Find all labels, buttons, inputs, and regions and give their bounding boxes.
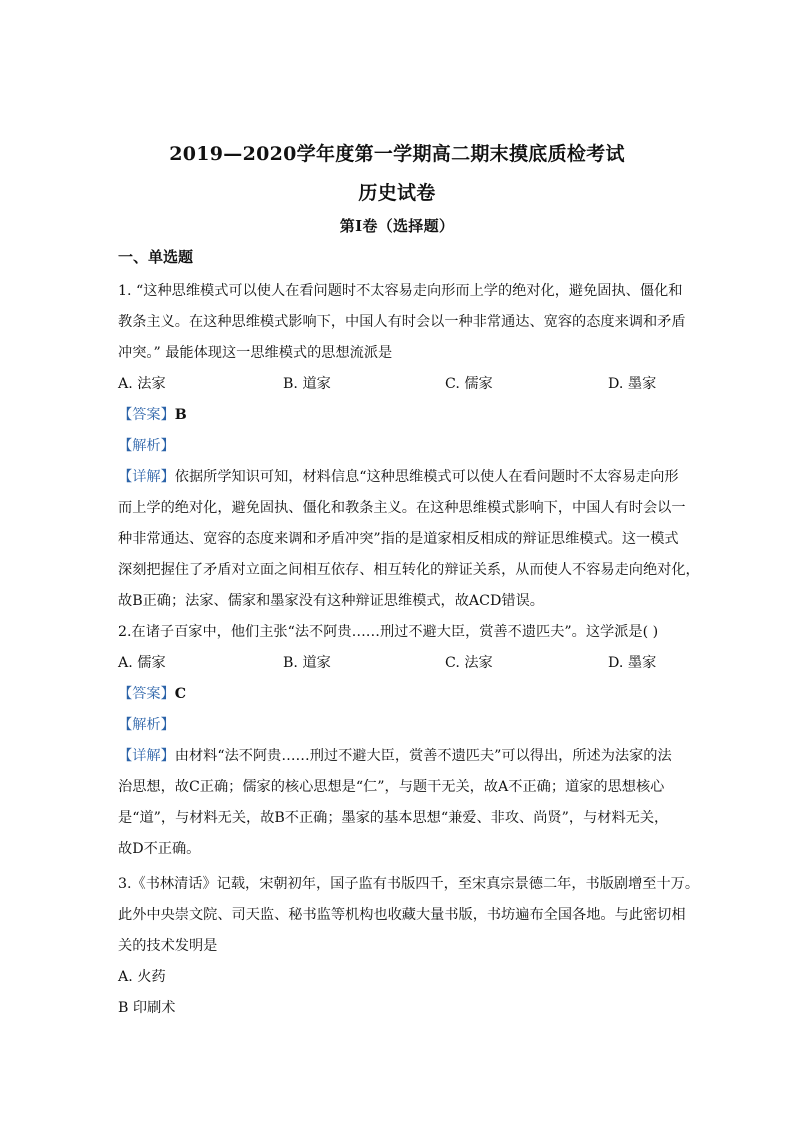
q1-option-a: A. 法家 [118,376,166,392]
q2-option-a: A. 儒家 [118,655,166,671]
q1-detail-line: 深刻把握住了矛盾对立面之间相互依存、相互转化的辩证关系，从而使人不容易走向绝对化， [118,562,700,578]
detail-text: 依据所学知识可知，材料信息“这种思维模式可以使人在看问题时不太容易走向形 [174,469,679,485]
q3-text-line: 此外中央崇文院、司天监、秘书监等机构也收藏大量书版，书坊遍布全国各地。与此密切相 [118,907,686,923]
q2-analysis-label: 【解析】 [118,717,175,733]
q2-detail-line: 治思想，故C正确；儒家的核心思想是“仁”，与题干无关，故A不正确；道家的思想核心 [118,779,665,795]
q2-option-c: C. 法家 [445,655,493,671]
part-heading: 第Ⅰ卷（选择题） [339,217,455,235]
q1-option-b: B. 道家 [283,376,331,392]
detail-label: 【详解】 [118,469,175,485]
q2-detail-line: 故D不正确。 [118,841,201,857]
q3-option-a: A. 火药 [118,969,166,985]
q1-answer [118,405,187,425]
answer-value: C [174,686,187,702]
answer-label: 【答案】 [118,407,175,423]
q1-option-d: D. 墨家 [608,376,657,392]
q1-detail-line: 故B正确；法家、儒家和墨家没有这种辩证思维模式，故ACD错误。 [118,593,544,609]
detail-label: 【详解】 [118,748,175,764]
q1-text-line: 教条主义。在这种思维模式影响下，中国人有时会以一种非常通达、宽容的态度来调和矛盾 [118,314,686,330]
section-heading: 一、单选题 [118,248,194,266]
q2-detail-line: 是“道”，与材料无关，故B不正确；墨家的基本思想“兼爱、非攻、尚贤”，与材料无关， [118,810,669,826]
detail-text: 由材料“法不阿贵……刑过不避大臣，赏善不遗匹夫”可以得出，所述为法家的法 [174,748,672,764]
exam-subtitle: 历史试卷 [358,182,436,204]
q1-detail-line: 种非常通达、宽容的态度来调和矛盾冲突”指的是道家相反相成的辩证思维模式。这一模式 [118,531,679,547]
q1-analysis-label: 【解析】 [118,438,175,454]
answer-label: 【答案】 [118,686,175,702]
q2-option-b: B. 道家 [283,655,331,671]
q1-detail-line: 而上学的绝对化，避免固执、僵化和教条主义。在这种思维模式影响下，中国人有时会以一 [118,500,686,516]
q1-option-c: C. 儒家 [445,376,493,392]
q2-detail-line [118,746,672,766]
q1-text-line: 1. “这种思维模式可以使人在看问题时不太容易走向形而上学的绝对化，避免固执、僵化和 [118,283,683,299]
q3-text-line: 3.《书林清话》记载，宋朝初年，国子监有书版四千，至宋真宗景德二年，书版剧增至十万。 [118,876,700,892]
q3-option-b: B 印刷术 [118,1000,176,1016]
answer-value: B [174,407,187,423]
q2-option-d: D. 墨家 [608,655,657,671]
exam-title: 2019—2020学年度第一学期高二期末摸底质检考试 [169,143,625,165]
q3-text-line: 关的技术发明是 [118,938,218,954]
q2-answer [118,684,186,704]
q2-text-line: 2.在诸子百家中，他们主张“法不阿贵……刑过不避大臣，赏善不遗匹夫”。这学派是( ) [118,624,659,640]
q1-text-line: 冲突。” 最能体现这一思维模式的思想流派是 [118,345,393,361]
q1-detail-line [118,467,679,487]
